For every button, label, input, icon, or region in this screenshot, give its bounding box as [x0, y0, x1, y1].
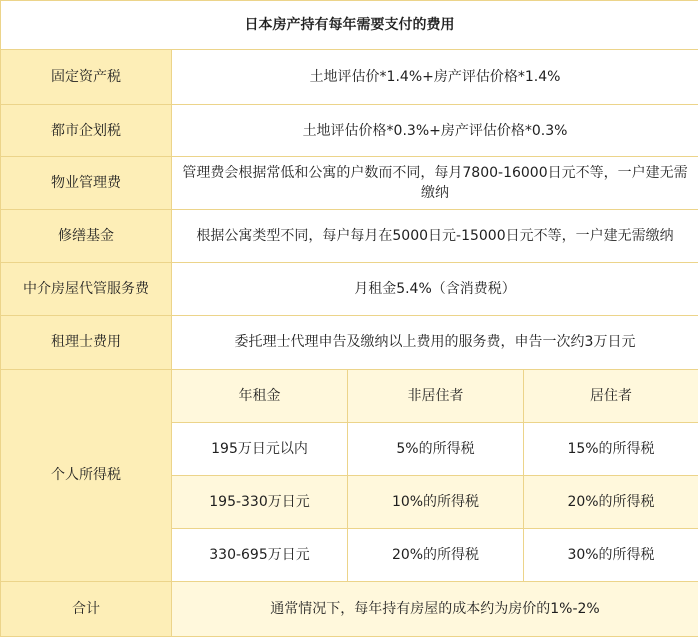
row-value-agency-fee: 月租金5.4%（含消费税）: [172, 263, 698, 316]
row-label-agency-fee: 中介房屋代管服务费: [1, 263, 172, 316]
income-tax-header-rent: 年租金: [172, 369, 348, 422]
table-row: [1, 157, 698, 210]
row-value-city-planning-tax: 土地评估价格*0.3%+房产评估价格*0.3%: [172, 105, 698, 157]
income-tax-header-nonresident: 非居住者: [348, 369, 524, 422]
income-tax-header-row: [1, 369, 698, 422]
row-label-repair-fund: 修缮基金: [1, 210, 172, 263]
income-tax-nonresident-cell: 5%的所得税: [348, 422, 524, 475]
row-value-fixed-asset-tax: 土地评估价*1.4%+房产评估价格*1.4%: [172, 50, 698, 105]
row-value-total: 通常情况下，每年持有房屋的成本约为房价的1%-2%: [172, 581, 698, 636]
title-row: [1, 1, 698, 50]
table-row: [1, 316, 698, 369]
table-row: [1, 210, 698, 263]
total-row: [1, 581, 698, 636]
income-tax-resident-cell: 15%的所得税: [524, 422, 698, 475]
table-row: [1, 105, 698, 157]
row-label-city-planning-tax: 都市企划税: [1, 105, 172, 157]
income-tax-header-resident: 居住者: [524, 369, 698, 422]
income-tax-rent-cell: 195-330万日元: [172, 475, 348, 528]
income-tax-nonresident-cell: 10%的所得税: [348, 475, 524, 528]
income-tax-rent-cell: 330-695万日元: [172, 528, 348, 581]
income-tax-rent-cell: 195万日元以内: [172, 422, 348, 475]
table-row: [1, 50, 698, 105]
row-value-repair-fund: 根据公寓类型不同，每户每月在5000日元-15000日元不等，一户建无需缴纳: [172, 210, 698, 263]
row-label-income-tax: 个人所得税: [1, 369, 172, 581]
row-value-tax-accountant-fee: 委托理士代理申告及缴纳以上费用的服务费，申告一次约3万日元: [172, 316, 698, 369]
income-tax-nonresident-cell: 20%的所得税: [348, 528, 524, 581]
row-label-management-fee: 物业管理费: [1, 157, 172, 210]
row-label-fixed-asset-tax: 固定资产税: [1, 50, 172, 105]
table-row: [1, 263, 698, 316]
income-tax-resident-cell: 20%的所得税: [524, 475, 698, 528]
table-title: 日本房产持有每年需要支付的费用: [1, 1, 698, 50]
row-label-total: 合计: [1, 581, 172, 636]
row-label-tax-accountant-fee: 租理士费用: [1, 316, 172, 369]
income-tax-resident-cell: 30%的所得税: [524, 528, 698, 581]
row-value-management-fee: 管理费会根据常低和公寓的户数而不同，每月7800-16000日元不等，一户建无需缴纳: [172, 157, 698, 210]
